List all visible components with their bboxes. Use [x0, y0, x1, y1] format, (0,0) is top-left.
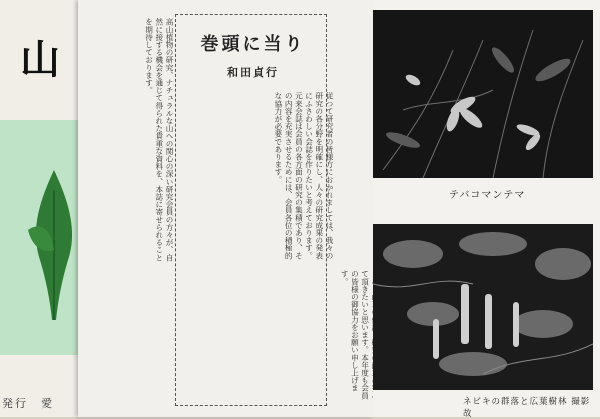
cover-footer: 発行 愛: [2, 397, 54, 410]
photo-caption-bottom: ネビキの群落と広葉樹林 撮影 故: [463, 397, 600, 419]
article-column-middle: 従つて研究者の皆様方におかれましては、我々の研究の各分野を明確にし、人々の研究成果の発表にふさわしい会誌を作りたいと考えております。元来会誌は会員の各方面の研究の集積であり、その内容を充実させるためには、会員各位の積極的な協力が必要であります。: [273, 92, 334, 260]
flower-photo-top: [373, 10, 593, 178]
flower-photo-bottom: [373, 224, 593, 390]
article-page: [78, 0, 373, 417]
photo-caption-top: テバコマンテマ: [449, 190, 526, 201]
background-cover: [0, 0, 78, 417]
photo-page: [373, 0, 600, 417]
cover-mark: 山: [20, 36, 60, 83]
article-column-bottom: て頂きたいと思います。本年度も会員の皆様の御協力をお願い申し上げます。: [340, 270, 370, 400]
article-title: 巻頭に当り: [200, 34, 306, 55]
article-column-left: 高山植物の研究、ナチュラルな山への関心の深い研究会員の方々が、自然に接する機会を通じて得られた貴重な資料を、本誌に寄せられることを期待しております。: [144, 18, 174, 262]
article-author: 和田貞行: [227, 66, 279, 79]
leaf-illustration: [28, 170, 80, 320]
